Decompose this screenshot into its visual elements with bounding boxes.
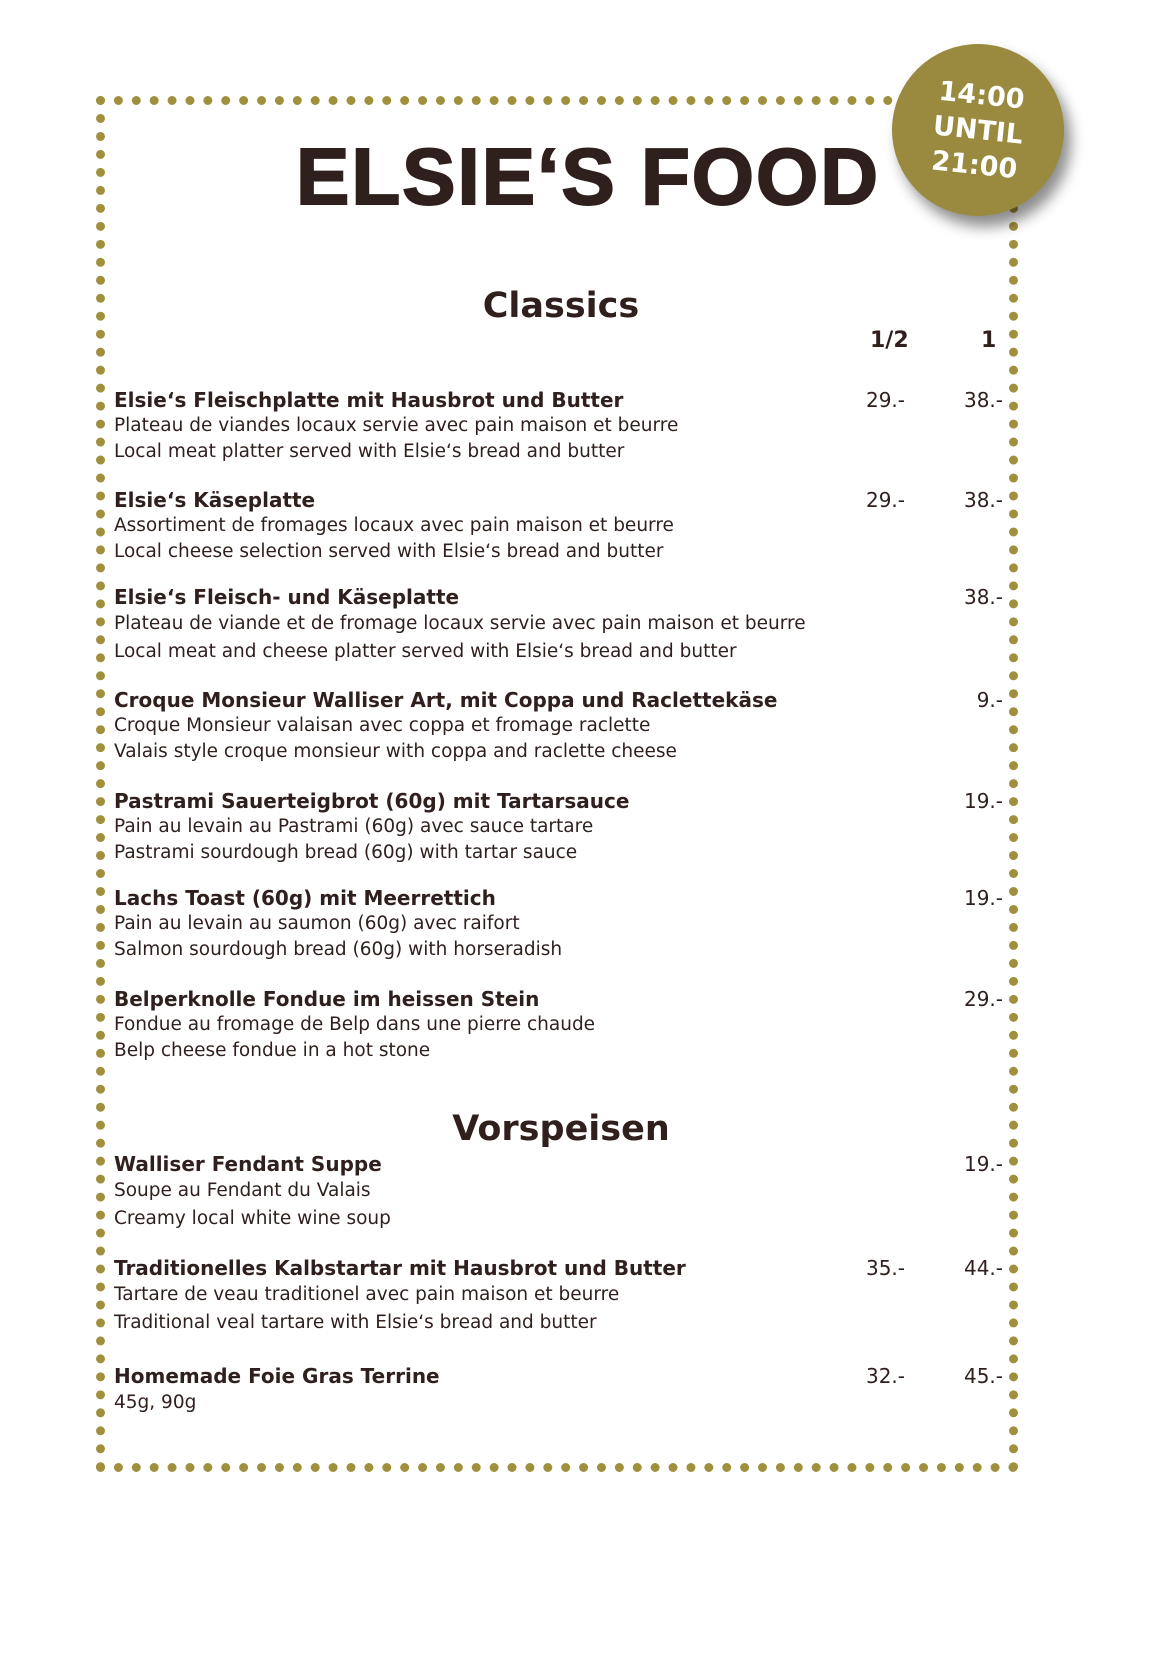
price-half: 29.-: [865, 388, 905, 412]
item-description-fr: Pain au levain au saumon (60g) avec raifort: [114, 913, 520, 934]
menu-item: [114, 788, 1014, 866]
item-description-fr: Assortiment de fromages locaux avec pain maison et beurre: [114, 515, 674, 536]
item-name: Belperknolle Fondue im heissen Stein: [114, 987, 540, 1011]
menu-item: [114, 1363, 1014, 1417]
price-full: 45.-: [963, 1364, 1003, 1388]
menu-item: [114, 885, 1014, 963]
item-name: Walliser Fendant Suppe: [114, 1152, 382, 1176]
price-full: 29.-: [963, 987, 1003, 1011]
item-name: Croque Monsieur Walliser Art, mit Coppa und Raclettekäse: [114, 688, 778, 712]
menu-item: [114, 687, 1014, 765]
price-half: 35.-: [865, 1256, 905, 1280]
menu-item: [114, 1151, 1014, 1233]
item-name: Homemade Foie Gras Terrine: [114, 1364, 440, 1388]
price-half: 29.-: [865, 488, 905, 512]
item-description-en: Traditional veal tartare with Elsie‘s bread and butter: [114, 1312, 597, 1333]
price-full: 38.-: [963, 488, 1003, 512]
item-name: Lachs Toast (60g) mit Meerrettich: [114, 886, 496, 910]
item-name: Traditionelles Kalbstartar mit Hausbrot und Butter: [114, 1256, 686, 1280]
price-full: 44.-: [963, 1256, 1003, 1280]
price-half: 32.-: [865, 1364, 905, 1388]
menu-item: [114, 387, 1014, 465]
item-description-en: Pastrami sourdough bread (60g) with tartar sauce: [114, 842, 578, 863]
column-header-half: 1/2: [870, 328, 909, 353]
price-full: 38.-: [963, 388, 1003, 412]
item-description-en: Creamy local white wine soup: [114, 1208, 391, 1229]
column-header-full: 1: [981, 328, 997, 353]
hours-start: 14:00: [937, 75, 1027, 116]
item-description-en: Valais style croque monsieur with coppa and raclette cheese: [114, 741, 677, 762]
item-description-fr: Plateau de viandes locaux servie avec pain maison et beurre: [114, 415, 679, 436]
menu-item: [114, 1255, 1014, 1337]
item-description-fr: 45g, 90g: [114, 1392, 197, 1413]
item-description-fr: Croque Monsieur valaisan avec coppa et fromage raclette: [114, 715, 651, 736]
section-heading-classics: Classics: [482, 286, 640, 326]
item-name: Elsie‘s Fleischplatte mit Hausbrot und Butter: [114, 388, 624, 412]
menu-item: [114, 584, 1014, 666]
restaurant-title: ELSIE‘S FOOD: [295, 132, 881, 221]
item-description-en: Local cheese selection served with Elsie‘s bread and butter: [114, 541, 664, 562]
item-name: Elsie‘s Fleisch- und Käseplatte: [114, 585, 460, 609]
price-full: 19.-: [963, 886, 1003, 910]
item-name: Pastrami Sauerteigbrot (60g) mit Tartarsauce: [114, 789, 630, 813]
hours-until: UNTIL: [931, 109, 1025, 151]
item-description-fr: Plateau de viande et de fromage locaux servie avec pain maison et beurre: [114, 613, 806, 634]
item-description-en: Belp cheese fondue in a hot stone: [114, 1040, 431, 1061]
price-full: 38.-: [963, 585, 1003, 609]
price-full: 19.-: [963, 1152, 1003, 1176]
section-heading-vorspeisen: Vorspeisen: [452, 1109, 670, 1149]
item-description-fr: Tartare de veau traditionel avec pain maison et beurre: [114, 1284, 620, 1305]
item-description-en: Local meat platter served with Elsie‘s bread and butter: [114, 441, 625, 462]
price-full: 19.-: [963, 789, 1003, 813]
item-description-fr: Soupe au Fendant du Valais: [114, 1180, 371, 1201]
item-name: Elsie‘s Käseplatte: [114, 488, 316, 512]
item-description-fr: Fondue au fromage de Belp dans une pierre chaude: [114, 1014, 596, 1035]
menu-item: [114, 986, 1014, 1064]
menu-item: [114, 487, 1014, 565]
item-description-en: Local meat and cheese platter served with Elsie‘s bread and butter: [114, 641, 737, 662]
item-description-en: Salmon sourdough bread (60g) with horseradish: [114, 939, 563, 960]
price-full: 9.-: [976, 688, 1003, 712]
item-description-fr: Pain au levain au Pastrami (60g) avec sauce tartare: [114, 816, 594, 837]
hours-end: 21:00: [929, 144, 1019, 185]
